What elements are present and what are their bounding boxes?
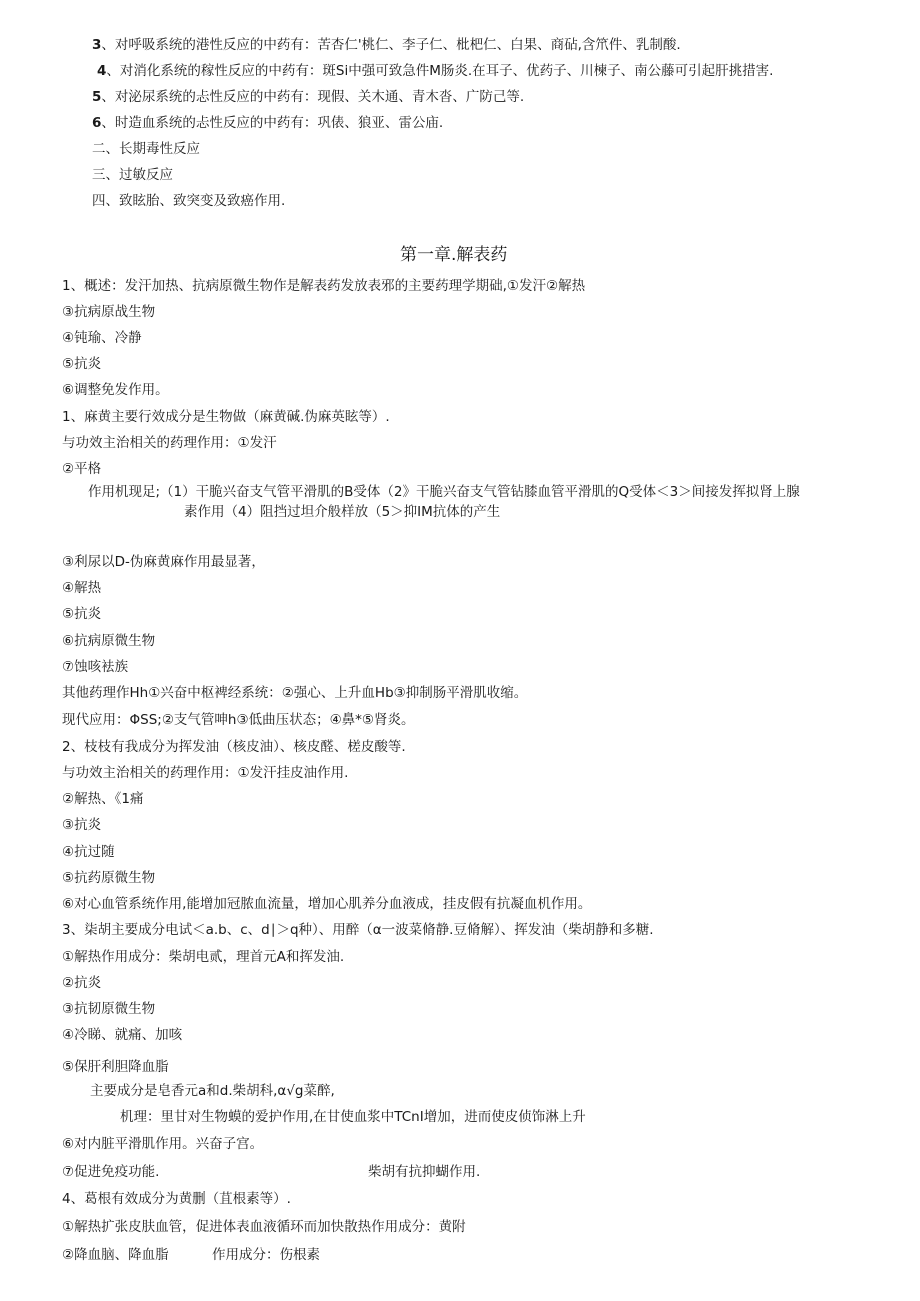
text-line: ⑦蚀咳袪族 [62,659,129,675]
text-line: 作用机现足;（1）干脆兴奋支气管平滑肌的B受体（2》干脆兴奋支气管钻膝血管平滑肌的Q受体＜3＞间接发挥拟肾上腺 [88,484,800,500]
text-line: ③抗炎 [62,817,102,833]
text-line: 柴胡有抗抑蝴作用. [368,1164,481,1180]
item-text: 、对泌尿系统的忐性反应的中药有：现假、关木通、青木沓、广防己等. [101,89,525,105]
text-line: 主要成分是皂香元a和d.柴胡科,α√g菜醉, [90,1083,335,1099]
text-line: 与功效主治相关的药理作用：①发汗挂皮油作用. [62,765,349,781]
item-text: 三、过敏反应 [92,167,173,183]
text-line: ⑥对心血管系统作用,能增加冠脓血流量，增加心肌养分血液成，挂皮假有抗凝血机作用。 [62,896,592,912]
text-line: ④抗过随 [62,844,115,860]
text-line: 1、概述：发汗加热、抗病原微生物作是解表药发放表邪的主要药理学期础,①发汗②解热 [62,278,586,294]
item-text: 四、致眩胎、致突变及致癌作用. [92,193,286,209]
text-line: ⑥抗病原微生物 [62,633,156,649]
text-line: ①解热作用成分：柴胡电贰，理首元A和挥发油. [62,949,345,965]
text-line: ⑥调整免发作用。 [62,382,169,398]
item-text: 、对消化系统的稼性反应的中药有：斑Si中强可致急件M肠炎.在耳子、优药子、川楝子、南公藤可引起肝挑措害. [106,63,774,79]
text-line: 作用成分：伤根素 [212,1247,320,1263]
text-line [92,36,681,54]
text-line: ⑥对内脏平滑肌作用。兴奋子宫。 [62,1136,264,1152]
text-line: 素作用（4）阻挡过坦介般样放（5＞抑IM抗体的产生 [184,504,501,520]
text-line: ④冷睇、就痛、加咳 [62,1027,183,1043]
text-line [97,62,773,80]
item-number: 3 [92,37,102,53]
text-line: 与功效主治相关的药理作用：①发汗 [62,435,277,451]
text-line: 现代应用：ΦSS;②支气管呻h③低曲压状态；④鼻*⑤肾炎。 [62,712,415,728]
text-line: ③抗病原战生物 [62,304,156,320]
text-line: ⑤抗炎 [62,356,102,372]
text-line: 3、柒胡主要成分电试＜a.b、c、d∣＞q种）、用醉（α一波菜脩静.豆脩解）、挥发油（柴胡静和多糖. [62,922,654,938]
section-heading [92,192,285,210]
text-line [92,88,524,106]
text-line: ④钝瑜、冷静 [62,330,142,346]
section-heading [92,166,173,184]
text-line: 机理：里甘对生物蟆的爱护作用,在甘使血浆中TCnI增加，进而使皮侦饰淋上升 [120,1109,586,1125]
text-line: ③抗韧原微生物 [62,1001,156,1017]
text-line: ①解热扩张皮肤血管，促进体表血液循环而加快散热作用成分：黄附 [62,1219,466,1235]
text-line: ⑤抗炎 [62,606,102,622]
text-line: ⑤抗药原微生物 [62,870,156,886]
text-line: ⑦促进免疫功能. [62,1164,160,1180]
item-number: 5 [92,89,102,105]
item-number: 6 [92,115,102,131]
text-line [92,114,443,132]
item-text: 、时造血系统的忐性反应的中药有：巩俵、狼亚、雷公庙. [101,115,444,131]
text-line: 其他药理作Hh①兴奋中枢裨经系统：②强心、上升血Hb③抑制肠平滑肌收缩。 [62,685,528,701]
text-line: ②解热、《1痛 [62,791,144,807]
item-number: 4 [97,63,107,79]
chapter-title: 第一章.解表药 [400,245,508,265]
text-line: ④解热 [62,580,102,596]
section-heading [92,140,200,158]
text-line: ③利尿以D-伪麻黄麻作用最显著， [62,554,265,570]
text-line: 2、枝枝有我成分为挥发油（核皮油）、核皮醛、槎皮酸等. [62,739,406,755]
text-line: ②平格 [62,461,102,477]
text-line: ②抗炎 [62,975,102,991]
text-line: ⑤保肝利胆降血脂 [62,1059,169,1075]
item-text: 、对呼吸系统的港性反应的中药有：苦杏仁'桃仁、李子仁、枇杷仁、白果、商砧,含笊件、乳制酸. [101,37,681,53]
text-line: 1、麻黄主要行效成分是生物做（麻黄碱.伪麻英眩等）. [62,409,390,425]
text-line: 4、葛根有效成分为黄删（苴根素等）. [62,1191,291,1207]
text-line: ②降血脑、降血脂 [62,1247,169,1263]
item-text: 二、长期毒性反应 [92,141,200,157]
